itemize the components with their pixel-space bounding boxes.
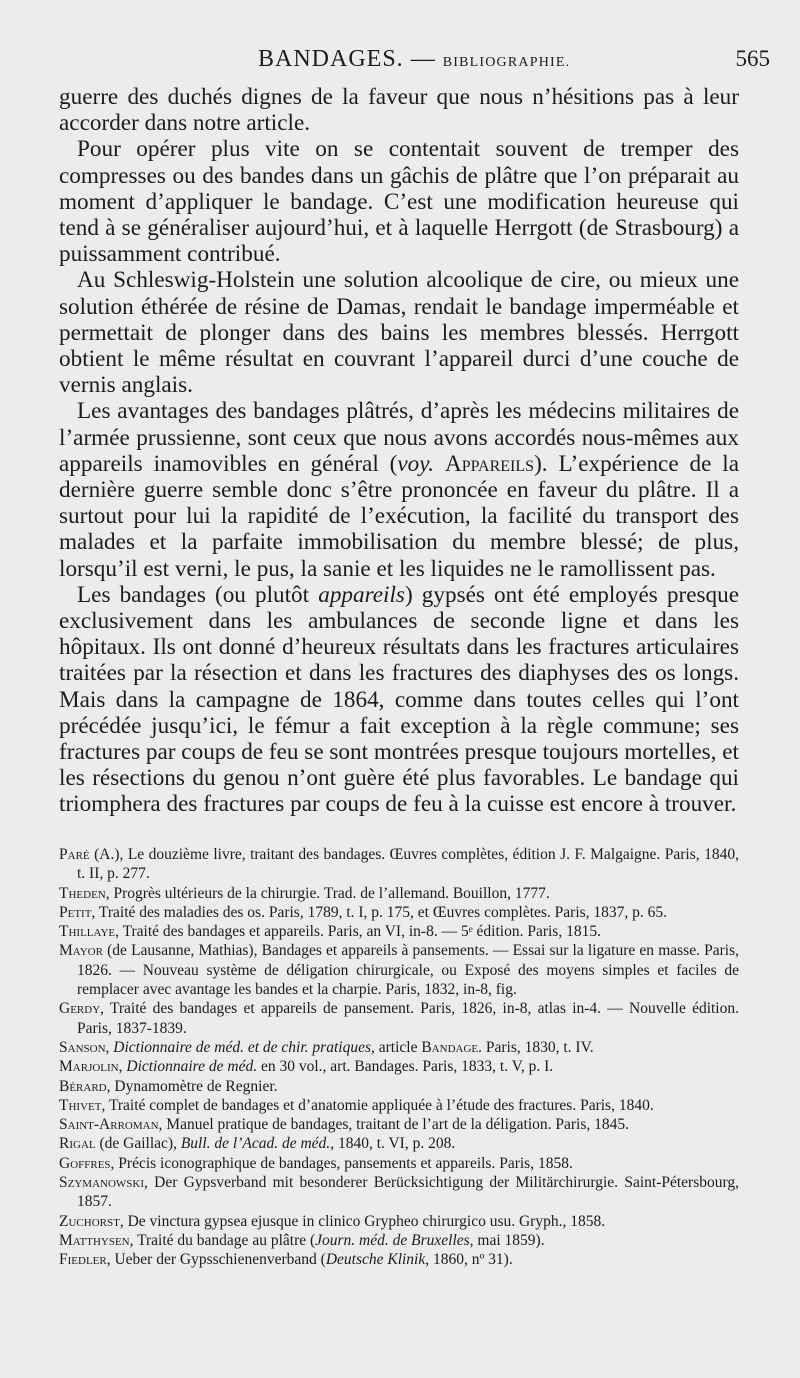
reference-text: , Traité des bandages et appareils. Paris, an VI, in-8. — 5ᵉ édition. Paris, 1815.	[115, 923, 601, 941]
reference-item	[59, 941, 739, 999]
reference-item	[59, 999, 739, 1038]
italic-text: voy.	[397, 450, 435, 477]
reference-text: , Ueber der Gypsschienenverband (	[106, 1251, 326, 1269]
reference-author: Gerdy	[59, 1000, 101, 1018]
text-run: ). L’expérience de la dernière guerre semble donc s’être prononcée en faveur du plâtre. Il a surtout pour lui la rapidité de l’exécution, la facilité du transport des malades et la parfaite immobilisation du membre blessé; de plus, lorsqu’il est verni, le pus, la sanie et les liquides ne le ramollissent pas.	[59, 450, 739, 582]
running-title	[258, 46, 570, 73]
reference-author: Szymanowski	[59, 1174, 145, 1192]
paragraph: Pour opérer plus vite on se contentait souvent de tremper des compresses ou des bandes dans un gâchis de plâtre que l’on préparait au moment d’appliquer le bandage. C’est une modification heureuse qui tend à se généraliser aujourd’hui, et à laquelle Herrgott (de Strasbourg) a puissamment contribué.	[59, 136, 739, 268]
reference-item	[59, 1231, 739, 1250]
paragraph	[59, 582, 739, 818]
reference-text: ,	[118, 1058, 127, 1076]
reference-author: Matthysen	[59, 1231, 130, 1249]
reference-item	[59, 845, 739, 884]
reference-item	[59, 1154, 739, 1173]
reference-item	[59, 1250, 739, 1269]
reference-text: (A.), Le douzième livre, traitant des bandages. Œuvres complètes, édition J. F. Malgaigne. Paris, 1840, t. II, p. 277.	[77, 846, 739, 883]
reference-author: Fiedler	[59, 1251, 107, 1269]
reference-text: . Paris, 1830, t. IV.	[478, 1038, 594, 1056]
reference-author: Marjolin	[59, 1058, 119, 1076]
reference-item	[59, 884, 739, 903]
page-number: 565	[735, 46, 770, 71]
reference-item	[59, 1096, 739, 1115]
reference-title-italic: Deutsche Klinik	[325, 1251, 426, 1269]
reference-text: , Dynamomètre de Regnier.	[106, 1077, 278, 1095]
reference-text: , article	[370, 1038, 422, 1056]
reference-item	[59, 1038, 739, 1057]
reference-title-italic: Dictionnaire de méd.	[126, 1058, 258, 1076]
reference-item	[59, 1212, 739, 1231]
reference-title-italic: Bull. de l’Acad. de méd.	[180, 1135, 331, 1153]
bibliography-list	[59, 845, 739, 1270]
reference-small-caps: Bandage	[421, 1038, 479, 1056]
header-separator: —	[403, 46, 443, 72]
reference-title-italic: Dictionnaire de méd. et de chir. pratiques	[113, 1038, 371, 1056]
running-header	[0, 46, 800, 80]
reference-author: Mayor	[59, 942, 103, 960]
reference-text: (de Gaillac),	[95, 1135, 181, 1153]
reference-item	[59, 1077, 739, 1096]
reference-text: (de Lausanne, Mathias), Bandages et appareils à pansements. — Essai sur la ligature en masse. Paris, 1826. — Nouveau système de déligation chirurgicale, ou Exposé des moyens simples et faciles de remplacer avec avantage les bandes et la charpie. Paris, 1832, in-8, fig.	[77, 942, 739, 999]
text-run: Les avantages des bandages plâtrés, d’après les médecins militaires de l’armée prussienne, sont ceux que nous avons accordés nous-mêmes aux appareils inamovibles en général (	[59, 398, 739, 477]
reference-text: , Der Gypsverband mit besonderer Berücksichtigung der Militärchirurgie. Saint-Pétersbourg, 1857.	[77, 1174, 739, 1211]
paragraph	[59, 398, 739, 581]
header-title: BANDAGES.	[258, 46, 404, 72]
reference-item	[59, 1115, 739, 1134]
reference-text: en 30 vol., art. Bandages. Paris, 1833, t. V, p. I.	[257, 1058, 554, 1076]
paragraph: Au Schleswig-Holstein une solution alcoolique de cire, ou mieux une solution éthérée de résine de Damas, rendait le bandage imperméable et permettait de plonger dans des bains les membres blessés. Herrgott obtient le même résultat en couvrant l’appareil durci d’une couche de vernis anglais.	[59, 267, 739, 399]
reference-author: Paré	[59, 846, 90, 863]
reference-author: Rigal	[59, 1135, 96, 1153]
cross-reference: Appareils	[444, 450, 535, 477]
reference-item	[59, 1173, 739, 1212]
reference-author: Zuchorst	[59, 1212, 120, 1230]
header-subtitle: BIBLIOGRAPHIE.	[442, 55, 571, 70]
reference-text: , Traité des maladies des os. Paris, 1789, t. I, p. 175, et Œuvres complètes. Paris, 1837, p. 65.	[91, 903, 668, 921]
reference-text: , Traité complet de bandages et d’anatomie appliquée à l’étude des fractures. Paris, 1840.	[101, 1096, 654, 1114]
reference-title-italic: Journ. méd. de Bruxelles	[315, 1231, 470, 1249]
text-run	[434, 451, 445, 477]
reference-author: Thillaye	[59, 923, 116, 941]
reference-text: , Progrès ultérieurs de la chirurgie. Trad. de l’allemand. Bouillon, 1777.	[105, 884, 550, 902]
italic-text: appareils	[318, 581, 405, 608]
reference-text: , Traité du bandage au plâtre (	[129, 1231, 316, 1249]
reference-text: , Précis iconographique de bandages, pansements et appareils. Paris, 1858.	[110, 1154, 573, 1172]
reference-text: , Manuel pratique de bandages, traitant de l’art de la déligation. Paris, 1845.	[158, 1116, 629, 1134]
reference-text: , De vinctura gypsea ejusque in clinico Grypheo chirurgico usu. Gryph., 1858.	[119, 1212, 606, 1230]
reference-text: , Traité des bandages et appareils de pansement. Paris, 1826, in-8, atlas in-4. — Nouvelle édition. Paris, 1837-1839.	[77, 1000, 739, 1037]
text-run: ) gypsés ont été employés presque exclusivement dans les ambulances de seconde ligne et dans les hôpitaux. Ils ont donné d’heureux résultats dans les fractures articulaires traitées par la résection et dans les fractures des diaphyses des os longs. Mais dans la campagne de 1864, comme dans toutes celles qui l’ont précédée jusqu’ici, le fémur a fait exception à la règle commune; ses fractures par coups de feu se sont montrées presque toujours mortelles, et les résections du genou n’ont guère été plus favorables. Le bandage qui triomphera des fractures par coups de feu à la cuisse est encore à trouver.	[59, 581, 739, 818]
reference-text: , 1860, nº 31).	[425, 1251, 513, 1269]
reference-author: Theden	[59, 884, 106, 902]
text-run: Les bandages (ou plutôt	[77, 581, 319, 608]
reference-text: , 1840, t. VI, p. 208.	[330, 1135, 456, 1153]
reference-item	[59, 1134, 739, 1153]
reference-author: Bérard	[59, 1077, 107, 1095]
paragraph-continued: guerre des duchés dignes de la faveur que nous n’hésitions pas à leur accorder dans notre article.	[59, 84, 739, 137]
reference-item	[59, 922, 739, 941]
reference-author: Goffres	[59, 1154, 111, 1172]
reference-author: Sanson	[59, 1038, 106, 1056]
reference-text: , mai 1859).	[469, 1231, 545, 1249]
reference-text: ,	[105, 1038, 114, 1056]
reference-item	[59, 1057, 739, 1076]
reference-item	[59, 903, 739, 922]
reference-author: Saint-Arroman	[59, 1116, 159, 1134]
body-text	[59, 84, 739, 818]
reference-author: Thivet	[59, 1096, 102, 1114]
reference-author: Petit	[59, 903, 92, 921]
